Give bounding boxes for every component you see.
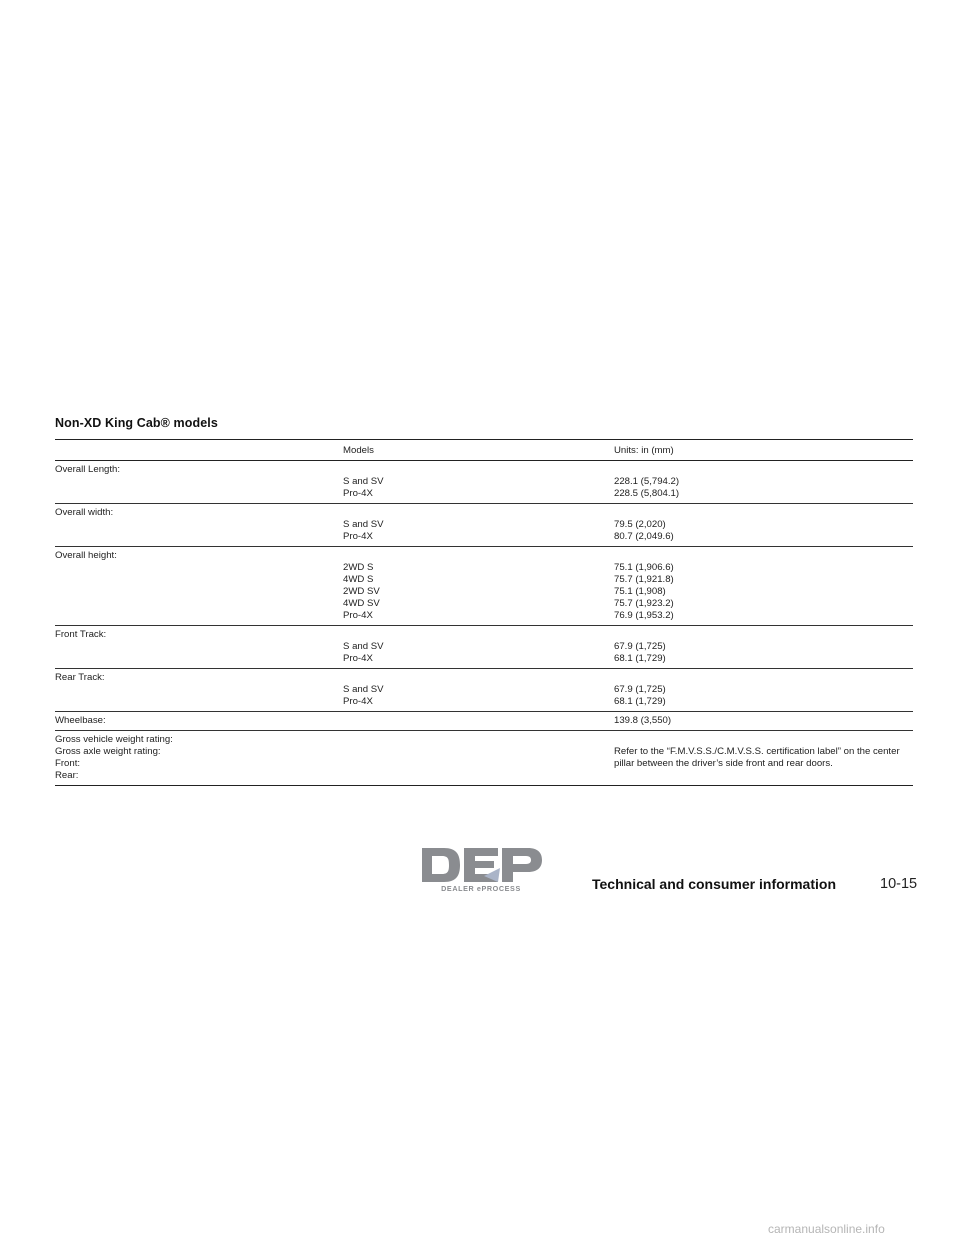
table-header	[55, 440, 913, 461]
value-cell: 68.1 (1,729)	[614, 696, 666, 707]
model-cell: S and SV	[343, 519, 384, 530]
row-label: Wheelbase:	[55, 715, 106, 726]
table-row	[55, 504, 913, 547]
section-title: Non-XD King Cab® models	[55, 416, 218, 430]
value-cell: 68.1 (1,729)	[614, 653, 666, 664]
model-cell: S and SV	[343, 476, 384, 487]
row-label: Front Track:	[55, 629, 107, 640]
value-cell: 228.5 (5,804.1)	[614, 488, 680, 499]
spec-table	[55, 439, 913, 786]
logo-tagline: DEALER ePROCESS	[441, 884, 521, 893]
value-cell: 76.9 (1,953.2)	[614, 610, 674, 621]
dep-logo-icon	[418, 846, 544, 886]
dealer-eprocess-logo	[418, 846, 544, 894]
model-cell: 4WD S	[343, 574, 374, 585]
row-label: Overall height:	[55, 550, 117, 561]
row-label: Rear:	[55, 770, 79, 781]
value-cell: 228.1 (5,794.2)	[614, 476, 680, 487]
table-row	[55, 669, 913, 712]
page-number: 10-15	[880, 876, 918, 892]
model-cell: Pro-4X	[343, 653, 373, 664]
value-cell: 75.7 (1,921.8)	[614, 574, 674, 585]
certification-note: Refer to the “F.M.V.S.S./C.M.V.S.S. certification label” on the center pillar between the driver’s side front and rear doors.	[614, 746, 900, 769]
value-cell: 67.9 (1,725)	[614, 684, 666, 695]
model-cell: 2WD S	[343, 562, 374, 573]
model-cell: S and SV	[343, 641, 384, 652]
value-cell: 75.7 (1,923.2)	[614, 598, 674, 609]
row-label: Gross axle weight rating:	[55, 746, 161, 757]
footer-section-title: Technical and consumer information	[592, 876, 837, 892]
row-label: Front:	[55, 758, 81, 769]
row-label: Overall width:	[55, 507, 114, 518]
model-cell: 2WD SV	[343, 586, 380, 597]
model-cell: S and SV	[343, 684, 384, 695]
model-cell: Pro-4X	[343, 488, 373, 499]
table-row	[55, 547, 913, 626]
value-cell: 75.1 (1,908)	[614, 586, 666, 597]
header-units: Units: in (mm)	[614, 445, 674, 456]
value-cell: 79.5 (2,020)	[614, 519, 666, 530]
model-cell: Pro-4X	[343, 696, 373, 707]
row-label: Rear Track:	[55, 672, 105, 683]
table-row	[55, 461, 913, 504]
value-cell: 139.8 (3,550)	[614, 715, 672, 726]
model-cell: Pro-4X	[343, 531, 373, 542]
table-row-wheelbase	[55, 712, 913, 731]
value-cell: 75.1 (1,906.6)	[614, 562, 674, 573]
model-cell: Pro-4X	[343, 610, 373, 621]
row-label: Overall Length:	[55, 464, 121, 475]
table-row	[55, 626, 913, 669]
watermark: carmanualsonline.info	[768, 1222, 885, 1236]
model-cell: 4WD SV	[343, 598, 380, 609]
value-cell: 80.7 (2,049.6)	[614, 531, 674, 542]
table-row-gross	[55, 731, 913, 785]
header-models: Models	[343, 445, 374, 456]
row-label: Gross vehicle weight rating:	[55, 734, 173, 745]
value-cell: 67.9 (1,725)	[614, 641, 666, 652]
